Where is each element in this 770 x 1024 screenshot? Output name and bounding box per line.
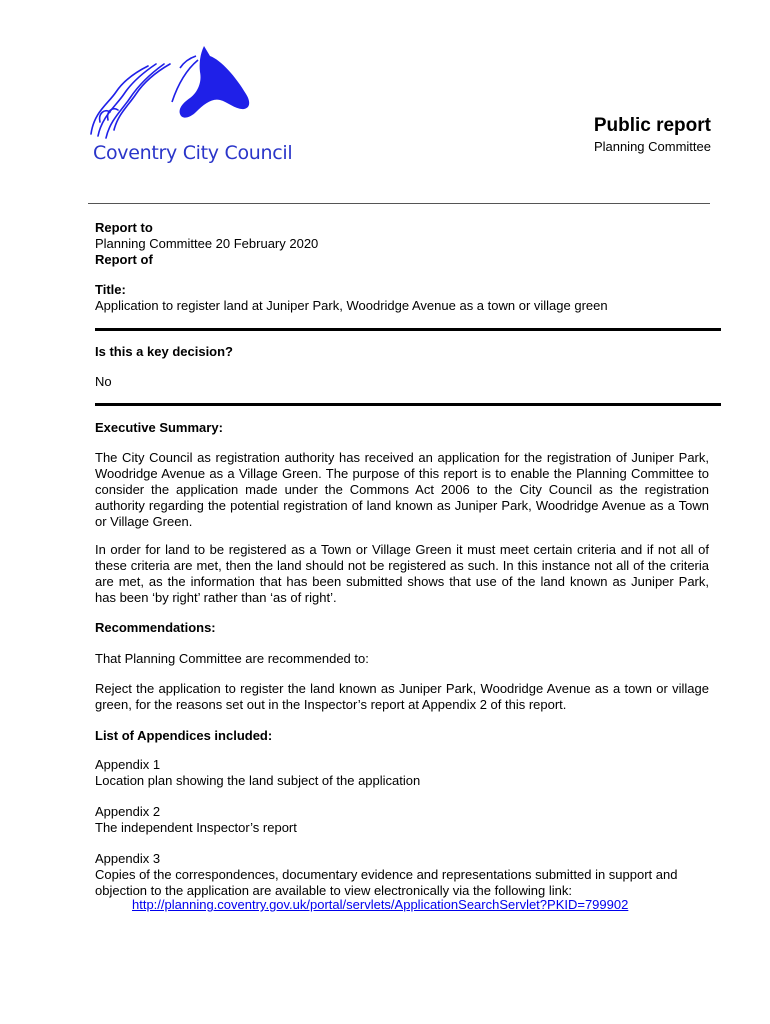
appendix-description: Location plan showing the land subject of the application — [95, 773, 421, 788]
report-to-label: Report to — [95, 220, 153, 235]
appendix-description: Copies of the correspondences, documentary evidence and representations submitted in support and objection to the application are available to view electronically via the following link: — [95, 867, 678, 898]
council-logo — [86, 42, 316, 170]
executive-summary-heading: Executive Summary: — [95, 420, 223, 435]
recommendations-intro: That Planning Committee are recommended to: — [95, 651, 369, 666]
header-divider — [88, 203, 710, 204]
appendix-description: The independent Inspector’s report — [95, 820, 297, 835]
appendix-link-row — [95, 897, 746, 913]
report-of-label: Report of — [95, 252, 153, 267]
key-decision-answer: No — [95, 374, 112, 389]
report-to-value: Planning Committee 20 February 2020 — [95, 236, 319, 251]
appendices-heading: List of Appendices included: — [95, 728, 273, 743]
recommendation-text: Reject the application to register the land known as Juniper Park, Woodridge Avenue as a town or village green, for the reasons set out in the Inspector’s report at Appendix 2 of this report. — [95, 681, 709, 712]
horse-head-icon — [86, 42, 316, 142]
key-decision-question: Is this a key decision? — [95, 344, 233, 359]
section-divider — [95, 403, 721, 406]
appendix-label: Appendix 3 — [95, 851, 161, 866]
executive-summary-para-2: In order for land to be registered as a Town or Village Green it must meet certain criteria and if not all of these criteria are met, then the land should not be registered as such. In this instance not all of the criteria are met, as the information that has been submitted shows that use of the land known as Juniper Park, has been ‘by right’ rather than ‘as of right’. — [95, 542, 709, 605]
recommendations-heading: Recommendations: — [95, 620, 216, 635]
report-header — [594, 115, 711, 155]
logo-text: Coventry City Council — [93, 142, 293, 164]
appendix-label: Appendix 1 — [95, 757, 161, 772]
report-subtitle: Planning Committee — [593, 139, 711, 154]
title-value: Application to register land at Juniper Park, Woodridge Avenue as a town or village green — [95, 298, 608, 313]
report-title: Public report — [593, 115, 711, 136]
executive-summary-para-1: The City Council as registration authority has received an application for the registration of Juniper Park, Woodridge Avenue as a Village Green. The purpose of this report is to enable the Planning Committee to consider the application made under the Commons Act 2006 to the City Council as the registration authority regarding the potential registration of land known as Juniper Park, Woodridge Avenue as a Town or Village Green. — [95, 450, 709, 529]
planning-portal-link[interactable]: http://planning.coventry.gov.uk/portal/servlets/ApplicationSearchServlet?PKID=799902 — [132, 897, 629, 912]
appendix-label: Appendix 2 — [95, 804, 161, 819]
section-divider — [95, 328, 721, 331]
title-label: Title: — [95, 282, 126, 297]
